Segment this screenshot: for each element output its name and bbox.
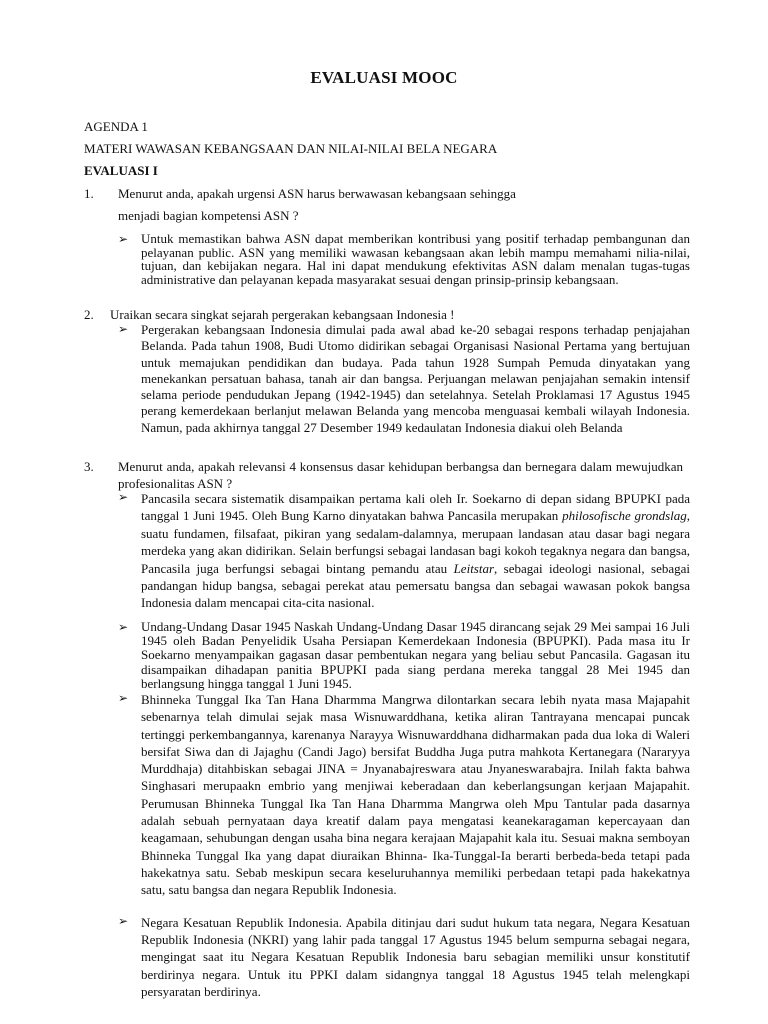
arrow-bullet-icon: ➢ [118, 691, 129, 705]
answer-2-text: Pergerakan kebangsaan Indonesia dimulai pada awal abad ke-20 sebagai respons terhadap penjajahan Belanda. Pada tahun 1908, Budi Utomo didirikan sebagai Organisasi Nasional Pertama yang bertujuan untuk memajukan pendidikan dan budaya. Pada tahun 1928 Sumpah Pemuda dinyatakan yang menekankan persatuan bahasa, tanah air dan bangsa. Perjuangan melawan penjajahan semakin intensif selama periode pendudukan Jepang (1942-1945) dan setelahnya. Setelah Proklamasi 17 Agustus 1945 perang kemerdekaan berlanjut melawan Belanda yang mencoba menguasai kembali wilayah Indonesia. Namun, pada akhirnya tanggal 27 Desember 1949 kedaulatan Indonesia diakui oleh Belanda [141, 322, 690, 435]
page-title: EVALUASI MOOC [310, 68, 458, 87]
agenda-label: AGENDA 1 [84, 119, 148, 134]
question-2-text: Uraikan secara singkat sejarah pergerakan kebangsaan Indonesia ! [110, 307, 455, 322]
pancasila-italic-term-2: Leitstar [453, 560, 495, 576]
answer-3-pancasila-text [141, 490, 690, 612]
answer-3-uud-text: Undang-Undang Dasar 1945 Naskah Undang-Undang Dasar 1945 dirancang sejak 29 Mei sampai 16 Juli 1945 oleh Badan Penyelidik Usaha Persiapan Kemerdekaan Indonesia (BPUPKI). Pada masa itu Ir Soekarno menyampaikan gagasan dasar pembentukan negara yang beliau sebut Pancasila. Gagasan itu disampaikan dihadapan panitia BPUPKI pada siang perdana mereka tanggal 28 Mei 1945 dan berlangsung hingga tanggal 1 Juni 1945. [141, 619, 690, 691]
answer-3-bhinneka-bullet [118, 691, 690, 899]
arrow-bullet-icon: ➢ [118, 620, 129, 634]
arrow-bullet-icon: ➢ [118, 322, 129, 336]
question-1-line-2: menjadi bagian kompetensi ASN ? [118, 208, 299, 223]
evaluasi-heading: EVALUASI I [84, 163, 158, 178]
question-1-line-1: Menurut anda, apakah urgensi ASN harus berwawasan kebangsaan sehingga [118, 186, 516, 201]
pancasila-text-part-2: , suatu fundamen, filsafaat, pikiran yang sedalam-dalamnya, merupaan landasan atau dasar bagi negara merdeka yang akan didirikan. Selain berfungsi sebagai landasan bagi kokoh tegaknya negara dan bangsa, Pancasila juga berfungsi sebagai bintang pemandu atau [141, 508, 691, 576]
arrow-bullet-icon: ➢ [118, 232, 129, 246]
answer-1-bullet [118, 232, 690, 286]
arrow-bullet-icon: ➢ [118, 490, 129, 504]
answer-2-bullet [118, 322, 690, 436]
question-2-number: 2. [84, 307, 94, 322]
answer-3-nkri-text: Negara Kesatuan Republik Indonesia. Apabila ditinjau dari sudut hukum tata negara, Negara Kesatuan Republik Indonesia (NKRI) yang lahir pada tanggal 17 Agustus 1945 belum sempurna sebagai negara, mengingat saat itu Negara Kesatuan Republik Indonesia baru sebagian memiliki unsur konstitutif berdirinya negara. Untuk itu PPKI dalam sidangnya tanggal 18 Agustus 1945 telah melengkapi persyaratan berdirinya. [141, 915, 690, 999]
answer-3-nkri-bullet [118, 914, 690, 1000]
pancasila-text-part-3: , sebagai ideologi nasional, sebagai pandangan hidup bangsa, sebagai perekat atau pemersatu bangsa dan sebagai wawasan pokok bangsa Indonesia dalam mencapai cita-cita nasional. [141, 560, 690, 611]
pancasila-text-part-1: Pancasila secara sistematik disampaikan pertama kali oleh Ir. Soekarno di depan sidang BPUPKI pada tanggal 1 Juni 1945. Oleh Bung Karno dinyatakan bahwa Pancasila merupakan [141, 491, 690, 524]
answer-1-text: Untuk memastikan bahwa ASN dapat memberikan kontribusi yang positif terhadap pembangunan dan pelayanan public. ASN yang memiliki wawasan kebangsaan akan lebih mampu memahami nilia-nilai, tujuan, dan kebijakan negara. Hal ini dapat mendukung efektivitas ASN dalam menalan tugas-tugas administrative dan pelayanan kepada masyarakat sesuai dengan prinsip-prinsip kebangsaan. [141, 231, 690, 287]
answer-3-bhinneka-text: Bhinneka Tunggal Ika Tan Hana Dharmma Mangrwa dilontarkan secara lebih nyata masa Majapahit sebenarnya telah dimulai sejak masa Wisnuwarddhana, ketika aliran Tantrayana mencapai puncak tertinggi perkembangannya, karenanya Narayya Wisnuwarddhana didharmakan pada dua loka di Waleri bersifat Siwa dan di Jajaghu (Candi Jago) bersifat Buddha Juga putra mahkota Kertanegara (Nararyya Murddhaja) ditahbiskan sebagai JINA = Jnyanabajreswara atau Jnyaneswarabajra. Inilah fakta bahwa Singhasari merupaakn embrio yang menjiwai keberadaan dan keberlangsungan kerjaan Majapahit. Perumusan Bhinneka Tunggal Ika Tan Hana Dharmma Mangrwa oleh Mpu Tantular pada dasarnya adalah sebuah pernyataan daya kreatif dalam paya mengatasi keanekaragaman kepercayaan dan keagamaan, sehubungan dengan usaha bina negara kerajaan Majapahit kala itu. Sesuai makna semboyan Bhinneka Tunggal Ika yang dapat diuraikan Bhinna- Ika-Tunggal-Ia berarti berbeda-beda tetapi pada hakekatnya satu. Sebab meskipun secara keseluruhannya memiliki perbedaan tetapi pada hakekatnya satu, satu bangsa dan negara Republik Indonesia. [141, 692, 690, 898]
arrow-bullet-icon: ➢ [118, 914, 129, 928]
materi-heading: MATERI WAWASAN KEBANGSAAN DAN NILAI-NILAI BELA NEGARA [84, 141, 498, 156]
question-3-number: 3. [84, 459, 94, 474]
question-3-text: Menurut anda, apakah relevansi 4 konsensus dasar kehidupan berbangsa dan bernegara dalam mewujudkan profesionalitas ASN ? [118, 459, 683, 491]
question-1-number: 1. [84, 186, 94, 201]
answer-3-uud-bullet [118, 620, 690, 691]
answer-3-pancasila-bullet [118, 490, 690, 612]
pancasila-italic-term-1: philosofische grondslag [562, 508, 687, 524]
